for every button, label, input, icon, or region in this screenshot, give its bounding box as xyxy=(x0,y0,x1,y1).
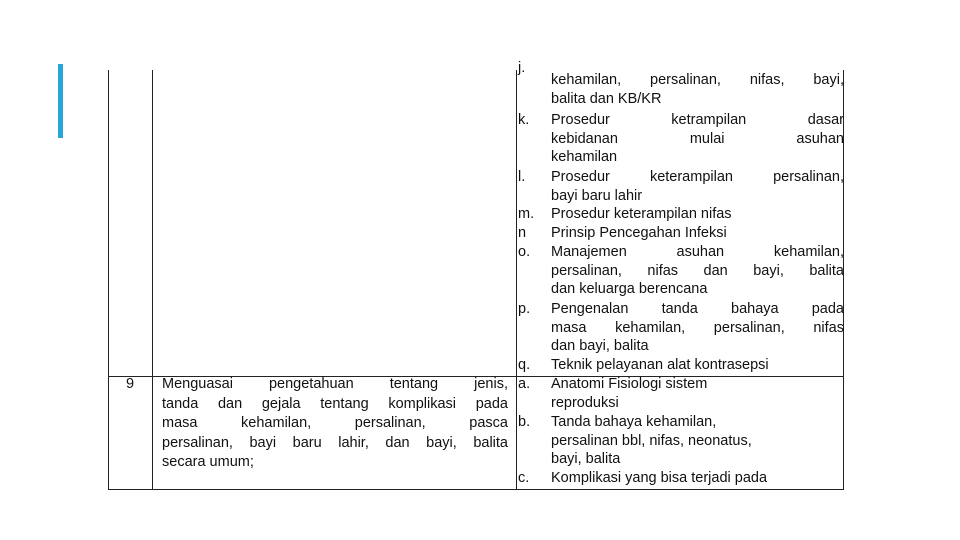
line: Tanda bahaya kehamilan, xyxy=(551,414,717,430)
list-item-text xyxy=(551,300,844,319)
list-item-text xyxy=(551,243,844,262)
description-line: tanda dan gejala tentang komplikasi pada xyxy=(162,395,508,412)
line: persalinan bbl, nifas, neonatus, xyxy=(551,432,752,449)
line: Prosedur keterampilan nifas xyxy=(551,206,732,222)
list-item xyxy=(518,168,844,205)
line: Pengenalan tanda bahaya pada xyxy=(551,301,844,317)
line: Teknik pelayanan alat kontrasepsi xyxy=(551,357,769,373)
list-item-text xyxy=(551,90,844,109)
list-marker: l. xyxy=(518,169,526,185)
description-line: persalinan, bayi baru lahir, dan bayi, balita xyxy=(162,434,508,451)
list-item-text xyxy=(551,111,844,130)
line: reproduksi xyxy=(551,394,619,411)
list-item-text xyxy=(551,224,844,243)
list-item-text xyxy=(551,432,844,451)
list-item-text xyxy=(551,205,844,224)
list-item-text xyxy=(551,450,844,469)
list-marker: j. xyxy=(518,60,526,76)
description-line: masa kehamilan, persalinan, pasca xyxy=(162,415,508,431)
list-item-text xyxy=(551,148,844,167)
list-item-text xyxy=(551,130,844,149)
line: Manajemen asuhan kehamilan, xyxy=(551,244,844,260)
line: dan keluarga berencana xyxy=(551,281,708,298)
list-item xyxy=(518,375,844,412)
slide-accent-bar xyxy=(58,64,63,138)
table-border-left xyxy=(108,70,109,490)
table-border-number-col xyxy=(152,70,153,490)
line: Prosedur ketrampilan dasar xyxy=(551,112,844,128)
description-line: secara umum; xyxy=(162,454,254,470)
list-marker: b. xyxy=(518,414,531,430)
line: kehamilan, persalinan, nifas, bayi, xyxy=(551,72,844,88)
list-item xyxy=(518,243,844,299)
list-marker: k. xyxy=(518,112,530,128)
list-item xyxy=(518,469,844,488)
list-item-text xyxy=(551,356,844,375)
line: Prinsip Pencegahan Infeksi xyxy=(551,225,727,241)
list-marker: n xyxy=(518,225,527,241)
list-marker: q. xyxy=(518,357,531,373)
line: Prosedur keterampilan persalinan, xyxy=(551,169,844,185)
line: kehamilan xyxy=(551,149,618,166)
list-item-text xyxy=(551,337,844,356)
list-item-text xyxy=(551,262,844,281)
list-item xyxy=(518,205,844,224)
list-item xyxy=(518,356,844,375)
row-number: 9 xyxy=(125,376,135,392)
line: kebidanan mulai asuhan xyxy=(551,130,844,147)
line: persalinan, nifas dan bayi, balita xyxy=(551,262,844,279)
list-marker: a. xyxy=(518,376,531,392)
list-item xyxy=(518,111,844,167)
list-item-text xyxy=(551,280,844,299)
list-item xyxy=(518,224,844,243)
list-marker: o. xyxy=(518,244,531,260)
list-marker: p. xyxy=(518,301,531,317)
list-item xyxy=(518,413,844,469)
table-border-bottom xyxy=(108,489,844,490)
list-item-text xyxy=(551,168,844,187)
list-item xyxy=(518,300,844,356)
list-marker: m. xyxy=(518,206,535,222)
list-marker: c. xyxy=(518,470,530,486)
line: dan bayi, balita xyxy=(551,338,649,355)
list-item-text xyxy=(551,394,844,413)
list-item-text xyxy=(551,71,844,90)
list-item-text xyxy=(551,413,844,432)
list-item xyxy=(518,60,844,108)
list-item-text xyxy=(551,469,844,488)
list-item-text xyxy=(551,375,844,394)
line: bayi, balita xyxy=(551,451,621,468)
line: balita dan KB/KR xyxy=(551,90,662,107)
list-item-text xyxy=(551,187,844,206)
line: bayi baru lahir xyxy=(551,187,643,204)
competency-description xyxy=(162,375,508,473)
table-border-content-col xyxy=(516,70,517,490)
line: Anatomi Fisiologi sistem xyxy=(551,376,708,392)
description-line: Menguasai pengetahuan tentang jenis, xyxy=(162,376,508,392)
line: Komplikasi yang bisa terjadi pada xyxy=(551,470,768,486)
line: masa kehamilan, persalinan, nifas xyxy=(551,319,844,336)
list-item-text xyxy=(551,319,844,338)
